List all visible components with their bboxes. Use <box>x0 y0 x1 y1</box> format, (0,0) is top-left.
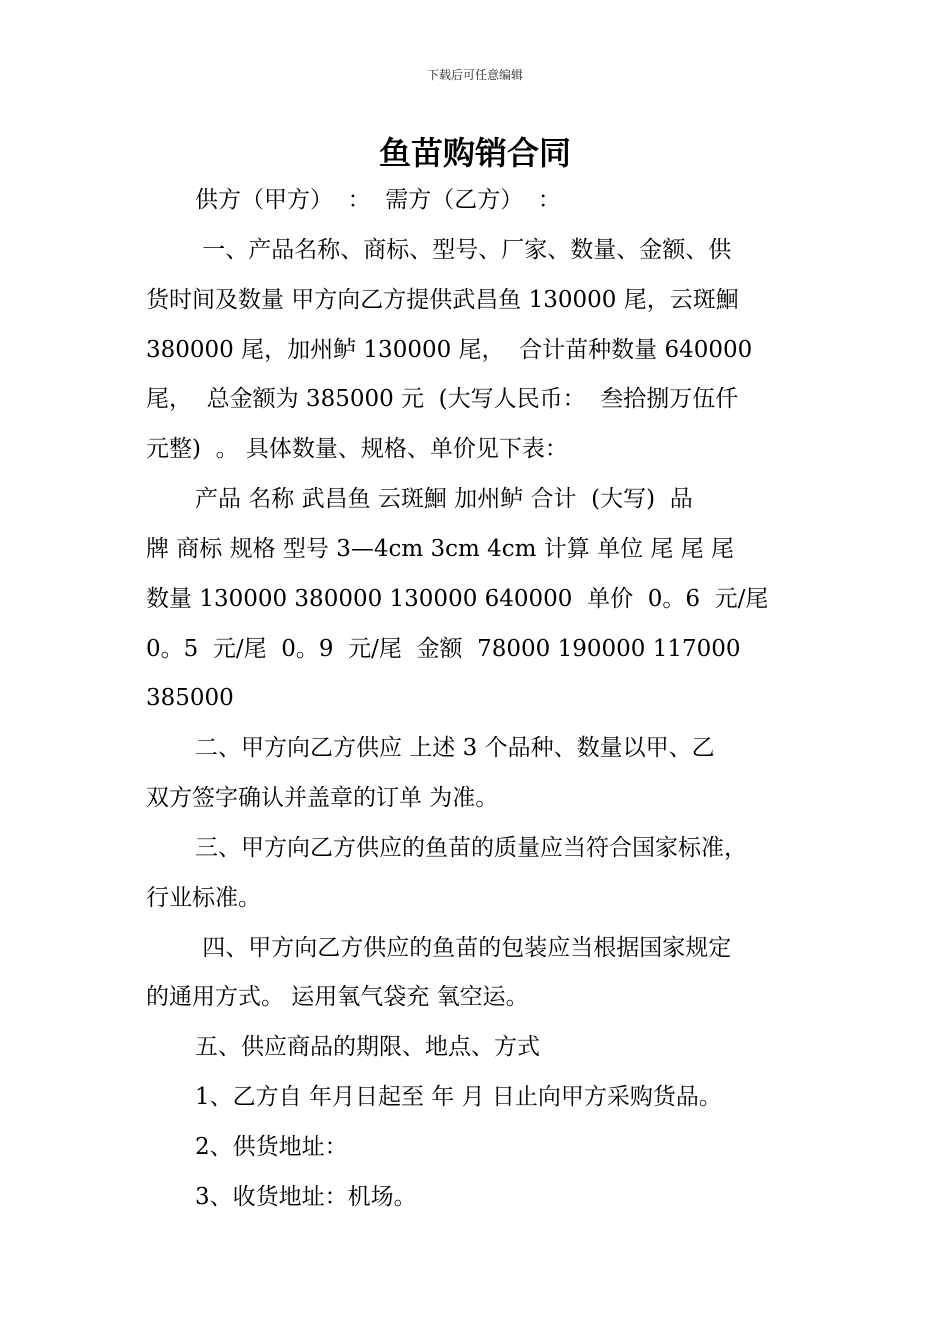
parties-line: 供方（甲方） ： 需方（乙方） ： <box>195 187 561 213</box>
clause-1-line-4: 尾， 总金额为 385000 元 (大写人民币： 叁拾捌万伍仟 <box>146 386 739 412</box>
clause-1-line-2: 货时间及数量 甲方向乙方提供武昌鱼 130000 尾，云斑鮰 <box>146 287 739 313</box>
clause-4-line-1: 四、甲方向乙方供应的鱼苗的包装应当根据国家规定 <box>195 935 732 961</box>
clause-5-item-3: 3、收货地址：机场。 <box>195 1184 417 1210</box>
clause-3-line-1: 三、甲方向乙方供应的鱼苗的质量应当符合国家标准， <box>195 835 747 861</box>
product-table-line-2: 牌 商标 规格 型号 3—4cm 3cm 4cm 计算 单位 尾 尾 尾 <box>146 536 735 562</box>
product-table-line-3: 数量 130000 380000 130000 640000 单价 0。6 元/尾 <box>146 586 769 612</box>
clause-2-line-1: 二、甲方向乙方供应 上述 3 个品种、数量以甲、乙 <box>195 735 715 761</box>
clause-1-line-1: 一、产品名称、商标、型号、厂家、数量、金额、供 <box>195 237 732 263</box>
product-table-line-5: 385000 <box>146 685 234 711</box>
clause-1-line-3: 380000 尾，加州鲈 130000 尾， 合计苗种数量 640000 <box>146 337 753 363</box>
clause-4-line-2: 的通用方式。 运用氧气袋充 氧空运。 <box>146 984 529 1010</box>
clause-5-heading: 五、供应商品的期限、地点、方式 <box>195 1034 540 1060</box>
product-table-line-4: 0。5 元/尾 0。9 元/尾 金额 78000 190000 117000 <box>146 636 741 662</box>
page-header-note: 下载后可任意编辑 <box>426 68 523 82</box>
clause-2-line-2: 双方签字确认并盖章的订单 为准。 <box>146 785 499 811</box>
product-table-line-1: 产品 名称 武昌鱼 云斑鮰 加州鲈 合计 (大写) 品 <box>195 486 693 512</box>
clause-5-item-1: 1、乙方自 年月日起至 年 月 日止向甲方采购货品。 <box>195 1084 722 1110</box>
clause-1-line-5: 元整) 。 具体数量、规格、单价见下表： <box>146 436 568 462</box>
clause-5-item-2: 2、供货地址： <box>195 1134 348 1160</box>
contract-title: 鱼苗购销合同 <box>378 134 571 172</box>
clause-3-line-2: 行业标准。 <box>146 885 261 911</box>
